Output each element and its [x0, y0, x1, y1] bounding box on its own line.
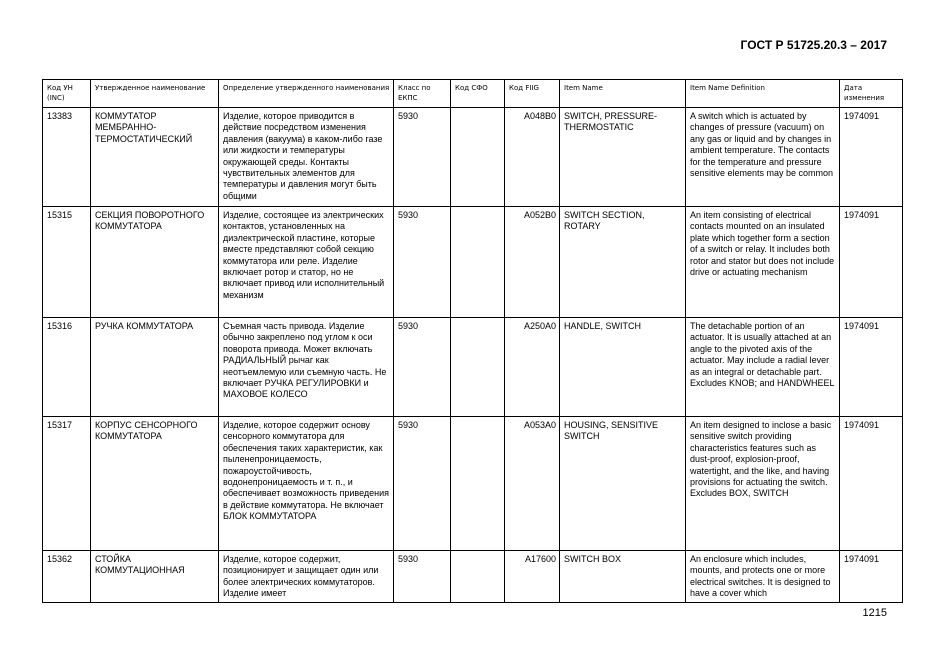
cell-name: СЕКЦИЯ ПОВОРОТНОГО КОММУТАТОРА: [91, 207, 219, 318]
cell-item-definition: An item designed to inclose a basic sensitive switch providing characteristics features such as dust-proof, explosion-proof, watertight, and the like, and having provisions for actuating the switch. Excludes BOX, SWITCH: [686, 417, 840, 551]
cell-date: 1974091: [840, 551, 903, 603]
cell-class: 5930: [394, 551, 451, 603]
table-row: [43, 417, 903, 551]
column-header-item-definition: Item Name Definition: [686, 80, 840, 108]
cell-fiig: A053A0: [505, 417, 560, 551]
cell-item-name: SWITCH, PRESSURE-THERMOSTATIC: [560, 108, 686, 207]
column-header-class: Класс по ЕКПС: [394, 80, 451, 108]
cell-definition: Изделие, которое содержит, позиционирует и защищает один или более электрических коммутаторов. Изделие имеет: [219, 551, 394, 603]
table-row: [43, 108, 903, 207]
cell-definition: Изделие, которое приводится в действие посредством изменения давления (вакуума) в каком-либо газе или жидкости и температуры окружающей среды. Контакты чувствительных элементов для температуры и давления могут быть общими: [219, 108, 394, 207]
column-header-name: Утвержденное наименование: [91, 80, 219, 108]
cell-sfo: [451, 207, 505, 318]
cell-item-name: HOUSING, SENSITIVE SWITCH: [560, 417, 686, 551]
cell-inc: 15317: [43, 417, 91, 551]
column-header-date: Дата изменения: [840, 80, 903, 108]
cell-sfo: [451, 108, 505, 207]
table-header-row: [43, 80, 903, 108]
cell-fiig: A250A0: [505, 318, 560, 417]
table-row: [43, 207, 903, 318]
cell-inc: 15315: [43, 207, 91, 318]
cell-item-definition: An enclosure which includes, mounts, and protects one or more electrical switches. It is designed to have a cover which: [686, 551, 840, 603]
cell-definition: Изделие, которое содержит основу сенсорного коммутатора для обеспечения таких характеристик, как пыленепроницаемость, пожароустойчивость, водонепроницаемость и т. п., и обеспечивает возможность приведения в действие коммутатора. Не включает БЛОК КОММУТАТОРА: [219, 417, 394, 551]
document-header: ГОСТ Р 51725.20.3 – 2017: [740, 38, 887, 52]
cell-class: 5930: [394, 207, 451, 318]
cell-sfo: [451, 318, 505, 417]
cell-inc: 15316: [43, 318, 91, 417]
table-row: [43, 551, 903, 603]
column-header-definition: Определение утвержденного наименования: [219, 80, 394, 108]
page-number: 1215: [862, 607, 887, 619]
cell-fiig: A052B0: [505, 207, 560, 318]
cell-name: КОРПУС СЕНСОРНОГО КОММУТАТОРА: [91, 417, 219, 551]
cell-date: 1974091: [840, 417, 903, 551]
cell-sfo: [451, 417, 505, 551]
cell-item-name: HANDLE, SWITCH: [560, 318, 686, 417]
cell-inc: 15362: [43, 551, 91, 603]
column-header-sfo: Код СФО: [451, 80, 505, 108]
cell-fiig: A048B0: [505, 108, 560, 207]
cell-definition: Съемная часть привода. Изделие обычно закреплено под углом к оси поворота привода. Может включать РАДИАЛЬНЫЙ рычаг как неотъемлемую или съемную часть. Не включает РУЧКА РЕГУЛИРОВКИ и МАХОВОЕ КОЛЕСО: [219, 318, 394, 417]
cell-class: 5930: [394, 318, 451, 417]
cell-name: РУЧКА КОММУТАТОРА: [91, 318, 219, 417]
cell-date: 1974091: [840, 108, 903, 207]
cell-date: 1974091: [840, 207, 903, 318]
cell-definition: Изделие, состоящее из электрических контактов, установленных на диэлектрической пластине, которые вместе представляют собой секцию коммутатора или реле. Изделие включает ротор и статор, но не включает привод или исполнительный механизм: [219, 207, 394, 318]
column-header-fiig: Код FIIG: [505, 80, 560, 108]
cell-item-definition: An item consisting of electrical contacts mounted on an insulated plate which together form a section of a switch or relay. It includes both rotor and stator but does not include drive or actuating mechanism: [686, 207, 840, 318]
cell-item-name: SWITCH SECTION, ROTARY: [560, 207, 686, 318]
cell-fiig: A17600: [505, 551, 560, 603]
cell-date: 1974091: [840, 318, 903, 417]
column-header-item-name: Item Name: [560, 80, 686, 108]
cell-item-name: SWITCH BOX: [560, 551, 686, 603]
cell-sfo: [451, 551, 505, 603]
table-row: [43, 318, 903, 417]
column-header-inc: Код УН (INC): [43, 80, 91, 108]
cell-class: 5930: [394, 417, 451, 551]
cell-name: СТОЙКА КОММУТАЦИОННАЯ: [91, 551, 219, 603]
cell-name: КОММУТАТОР МЕМБРАННО-ТЕРМОСТАТИЧЕСКИЙ: [91, 108, 219, 207]
data-table: [42, 79, 903, 603]
cell-item-definition: The detachable portion of an actuator. It is usually attached at an angle to the pivoted axis of the actuator. May include a radial lever as an integral or detachable part. Excludes KNOB; and HANDWHEEL: [686, 318, 840, 417]
cell-inc: 13383: [43, 108, 91, 207]
cell-item-definition: A switch which is actuated by changes of pressure (vacuum) on any gas or liquid and by changes in ambient temperature. The contacts for the temperature and pressure sensitive elements may be common: [686, 108, 840, 207]
cell-class: 5930: [394, 108, 451, 207]
